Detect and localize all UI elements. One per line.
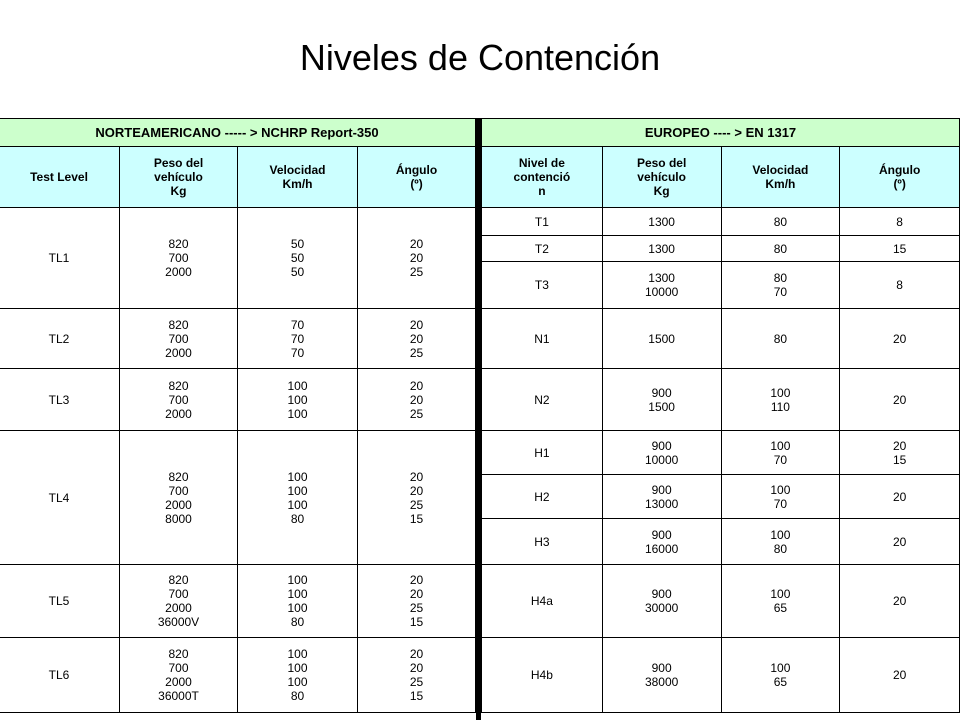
cell-velocidad: 80 70 bbox=[721, 262, 840, 309]
cell-angulo: 20 20 25 15 bbox=[358, 431, 476, 565]
cell-peso: 820 700 2000 36000V bbox=[120, 565, 238, 638]
table-row bbox=[482, 475, 960, 519]
table-row bbox=[482, 431, 960, 475]
left-header-level: Test Level bbox=[0, 147, 120, 208]
cell-velocidad: 100 70 bbox=[721, 431, 840, 475]
cell-angulo: 20 bbox=[840, 475, 960, 519]
table-row bbox=[0, 565, 476, 638]
cell-level: H3 bbox=[482, 519, 603, 565]
table-row bbox=[482, 369, 960, 431]
cell-peso: 900 38000 bbox=[602, 638, 721, 713]
cell-peso: 1500 bbox=[602, 309, 721, 369]
cell-level: TL4 bbox=[0, 431, 120, 565]
table-row bbox=[0, 638, 476, 713]
cell-velocidad: 50 50 50 bbox=[238, 208, 358, 309]
cell-angulo: 20 20 25 bbox=[358, 369, 476, 431]
table-row bbox=[482, 236, 960, 262]
right-group-header: EUROPEO ---- > EN 1317 bbox=[482, 119, 960, 147]
table-row bbox=[482, 262, 960, 309]
cell-level: H4a bbox=[482, 565, 603, 638]
cell-peso: 900 13000 bbox=[602, 475, 721, 519]
cell-angulo: 20 20 25 bbox=[358, 208, 476, 309]
right-table bbox=[481, 118, 960, 713]
cell-level: T3 bbox=[482, 262, 603, 309]
cell-level: TL6 bbox=[0, 638, 120, 713]
cell-level: TL2 bbox=[0, 309, 120, 369]
cell-velocidad: 100 100 100 80 bbox=[238, 565, 358, 638]
cell-angulo: 8 bbox=[840, 208, 960, 236]
cell-angulo: 20 20 25 15 bbox=[358, 565, 476, 638]
table-row bbox=[0, 369, 476, 431]
cell-level: TL5 bbox=[0, 565, 120, 638]
cell-level: T1 bbox=[482, 208, 603, 236]
cell-velocidad: 100 110 bbox=[721, 369, 840, 431]
right-header-peso: Peso del vehículo Kg bbox=[602, 147, 721, 208]
cell-velocidad: 100 65 bbox=[721, 565, 840, 638]
cell-peso: 820 700 2000 bbox=[120, 208, 238, 309]
cell-angulo: 20 20 25 15 bbox=[358, 638, 476, 713]
cell-velocidad: 80 bbox=[721, 208, 840, 236]
cell-level: H1 bbox=[482, 431, 603, 475]
cell-level: TL3 bbox=[0, 369, 120, 431]
cell-velocidad: 100 70 bbox=[721, 475, 840, 519]
cell-peso: 900 1500 bbox=[602, 369, 721, 431]
cell-level: H2 bbox=[482, 475, 603, 519]
table-row bbox=[482, 638, 960, 713]
cell-angulo: 20 bbox=[840, 309, 960, 369]
cell-peso: 1300 10000 bbox=[602, 262, 721, 309]
cell-peso: 900 16000 bbox=[602, 519, 721, 565]
cell-angulo: 8 bbox=[840, 262, 960, 309]
table-row bbox=[482, 519, 960, 565]
left-group-header: NORTEAMERICANO ----- > NCHRP Report-350 bbox=[0, 119, 476, 147]
cell-peso: 820 700 2000 bbox=[120, 369, 238, 431]
cell-level: N1 bbox=[482, 309, 603, 369]
cell-peso: 900 30000 bbox=[602, 565, 721, 638]
cell-velocidad: 100 80 bbox=[721, 519, 840, 565]
cell-velocidad: 80 bbox=[721, 236, 840, 262]
cell-velocidad: 100 100 100 80 bbox=[238, 431, 358, 565]
cell-angulo: 15 bbox=[840, 236, 960, 262]
right-header-level: Nivel de contenció n bbox=[482, 147, 603, 208]
left-header-peso: Peso del vehículo Kg bbox=[120, 147, 238, 208]
cell-angulo: 20 15 bbox=[840, 431, 960, 475]
cell-level: TL1 bbox=[0, 208, 120, 309]
right-header-angulo: Ángulo (º) bbox=[840, 147, 960, 208]
right-header-velocidad: Velocidad Km/h bbox=[721, 147, 840, 208]
cell-velocidad: 100 65 bbox=[721, 638, 840, 713]
left-table bbox=[0, 118, 476, 713]
cell-angulo: 20 bbox=[840, 519, 960, 565]
table-row bbox=[482, 309, 960, 369]
table-row bbox=[0, 208, 476, 309]
table-row bbox=[482, 208, 960, 236]
cell-velocidad: 70 70 70 bbox=[238, 309, 358, 369]
cell-velocidad: 100 100 100 bbox=[238, 369, 358, 431]
page-title: Niveles de Contención bbox=[299, 37, 661, 78]
cell-level: H4b bbox=[482, 638, 603, 713]
table-row bbox=[0, 431, 476, 565]
cell-peso: 820 700 2000 8000 bbox=[120, 431, 238, 565]
cell-peso: 820 700 2000 bbox=[120, 309, 238, 369]
cell-peso: 900 10000 bbox=[602, 431, 721, 475]
cell-angulo: 20 bbox=[840, 565, 960, 638]
cell-peso: 1300 bbox=[602, 236, 721, 262]
cell-velocidad: 100 100 100 80 bbox=[238, 638, 358, 713]
left-header-velocidad: Velocidad Km/h bbox=[238, 147, 358, 208]
table-row bbox=[0, 309, 476, 369]
cell-angulo: 20 20 25 bbox=[358, 309, 476, 369]
table-row bbox=[482, 565, 960, 638]
left-header-angulo: Ángulo (º) bbox=[358, 147, 476, 208]
cell-angulo: 20 bbox=[840, 369, 960, 431]
cell-peso: 1300 bbox=[602, 208, 721, 236]
cell-angulo: 20 bbox=[840, 638, 960, 713]
cell-peso: 820 700 2000 36000T bbox=[120, 638, 238, 713]
cell-level: T2 bbox=[482, 236, 603, 262]
cell-level: N2 bbox=[482, 369, 603, 431]
cell-velocidad: 80 bbox=[721, 309, 840, 369]
